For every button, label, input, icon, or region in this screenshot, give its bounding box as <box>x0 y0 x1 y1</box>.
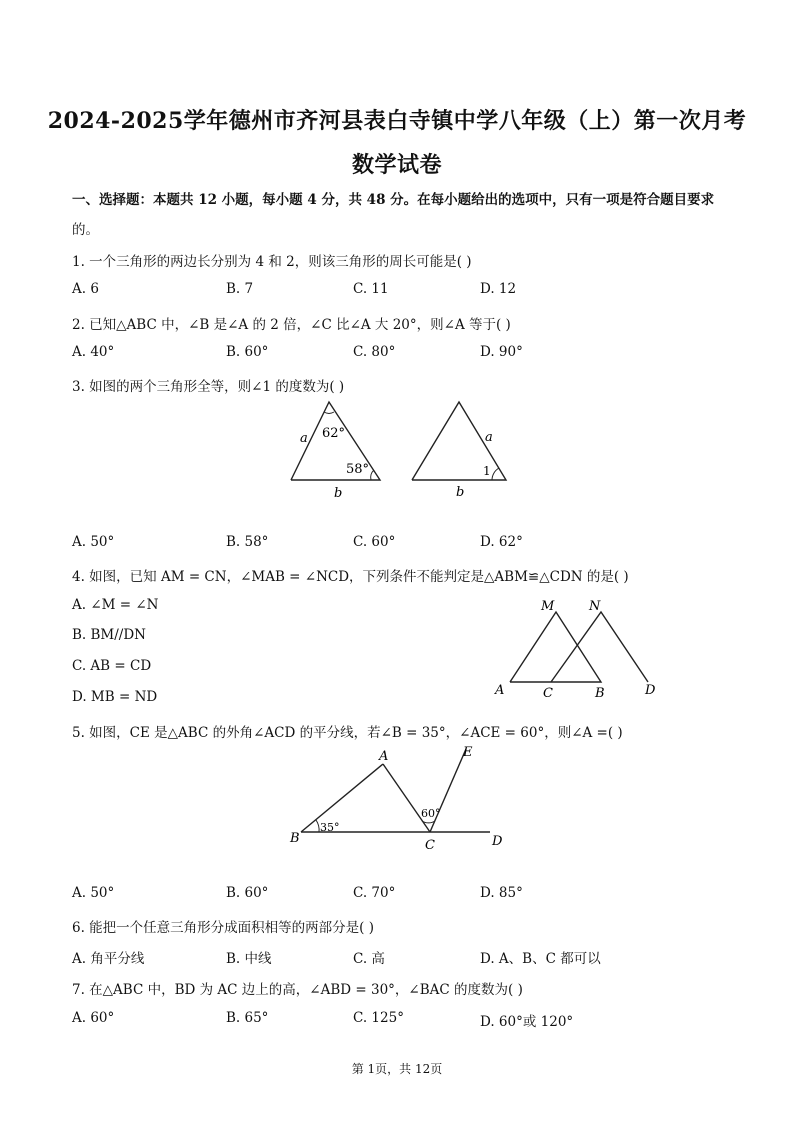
angle-arc-top <box>324 412 334 413</box>
question-6-stem: 6. 能把一个任意三角形分成面积相等的两部分是( ) <box>72 920 374 936</box>
label-a: A <box>495 683 505 698</box>
question-3-stem: 3. 如图的两个三角形全等，则∠1 的度数为( ) <box>72 379 345 395</box>
angle-arc-one <box>492 468 499 480</box>
option-d[interactable]: D. 62° <box>480 534 523 550</box>
question-4-option-a[interactable]: A. ∠M = ∠N <box>72 597 159 613</box>
question-3-figure <box>280 396 520 506</box>
option-d[interactable]: D. A、B、C 都可以 <box>480 951 601 967</box>
right-side-b-label: b <box>456 485 465 500</box>
option-a[interactable]: A. 6 <box>72 281 99 297</box>
question-4-figure <box>490 596 670 702</box>
label-a: A <box>379 749 389 764</box>
label-e: E <box>463 745 473 760</box>
label-b: B <box>290 831 300 846</box>
question-3-options <box>72 534 632 554</box>
exam-title-line2: 数学试卷 <box>351 152 442 178</box>
option-c[interactable]: C. 11 <box>353 281 389 297</box>
label-m: M <box>541 599 555 614</box>
question-4-stem: 4. 如图，已知 AM = CN，∠MAB = ∠NCD，下列条件不能判定是△ABM≌△CDN 的是( ) <box>72 569 629 585</box>
option-c[interactable]: C. 70° <box>353 885 396 901</box>
triangle-cdn <box>551 612 648 682</box>
question-7-stem: 7. 在△ABC 中，BD 为 AC 边上的高，∠ABD = 30°，∠BAC 的度数为( ) <box>72 982 523 998</box>
question-7-options <box>72 1010 632 1030</box>
question-5-options <box>72 885 632 905</box>
left-side-b-label: b <box>334 486 343 501</box>
right-angle-1-label: 1 <box>483 464 491 478</box>
section-heading: 一、选择题：本题共 12 小题，每小题 4 分，共 48 分。在每小题给出的选项中，只有一项是符合题目要求 <box>72 192 715 208</box>
question-2-stem: 2. 已知△ABC 中，∠B 是∠A 的 2 倍，∠C 比∠A 大 20°，则∠A 等于( ) <box>72 317 511 333</box>
question-4-option-b[interactable]: B. BM//DN <box>72 627 146 643</box>
label-c: C <box>543 686 553 701</box>
option-d[interactable]: D. 12 <box>480 281 517 297</box>
label-n: N <box>589 599 601 614</box>
section-heading-continued: 的。 <box>72 222 99 238</box>
label-c: C <box>425 838 435 853</box>
question-4-option-d[interactable]: D. MB = ND <box>72 689 158 705</box>
option-c[interactable]: C. 125° <box>353 1010 404 1026</box>
left-angle-right-label: 58° <box>346 462 370 477</box>
option-b[interactable]: B. 60° <box>226 885 269 901</box>
segment-ba <box>301 764 383 832</box>
option-d[interactable]: D. 85° <box>480 885 523 901</box>
exam-title-line1: 2024-2025学年德州市齐河县表白寺镇中学八年级（上）第一次月考 <box>47 108 747 134</box>
option-d[interactable]: D. 90° <box>480 344 523 360</box>
triangle-abm <box>510 612 601 682</box>
left-angle-top-label: 62° <box>322 426 346 441</box>
label-b: B <box>595 686 605 701</box>
option-b[interactable]: B. 7 <box>226 281 254 297</box>
option-b[interactable]: B. 58° <box>226 534 269 550</box>
label-d: D <box>645 683 656 698</box>
question-1-options <box>72 281 632 301</box>
option-c[interactable]: C. 60° <box>353 534 396 550</box>
option-c[interactable]: C. 80° <box>353 344 396 360</box>
angle-b-label: 35° <box>320 821 340 834</box>
option-b[interactable]: B. 中线 <box>226 951 272 967</box>
right-side-a-label: a <box>485 430 493 445</box>
question-5-figure <box>285 742 510 852</box>
option-a[interactable]: A. 角平分线 <box>72 951 145 967</box>
option-a[interactable]: A. 50° <box>72 534 115 550</box>
label-d: D <box>492 834 503 849</box>
question-5-stem: 5. 如图，CE 是△ABC 的外角∠ACD 的平分线，若∠B = 35°，∠ACE = 60°，则∠A =( ) <box>72 725 623 741</box>
question-4-option-c[interactable]: C. AB = CD <box>72 658 152 674</box>
option-a[interactable]: A. 60° <box>72 1010 115 1026</box>
option-b[interactable]: B. 60° <box>226 344 269 360</box>
question-6-options <box>72 947 632 967</box>
question-1-stem: 1. 一个三角形的两边长分别为 4 和 2，则该三角形的周长可能是( ) <box>72 254 472 270</box>
left-side-a-label: a <box>300 431 308 446</box>
option-a[interactable]: A. 50° <box>72 885 115 901</box>
angle-arc-right <box>371 470 374 480</box>
angle-ace-label: 60° <box>421 807 441 820</box>
option-c[interactable]: C. 高 <box>353 951 385 967</box>
option-a[interactable]: A. 40° <box>72 344 115 360</box>
option-b[interactable]: B. 65° <box>226 1010 269 1026</box>
option-d[interactable]: D. 60°或 120° <box>480 1014 574 1030</box>
page-footer: 第 1页，共 12页 <box>351 1062 443 1076</box>
angle-arc-b <box>316 820 319 832</box>
question-2-options <box>72 344 632 364</box>
